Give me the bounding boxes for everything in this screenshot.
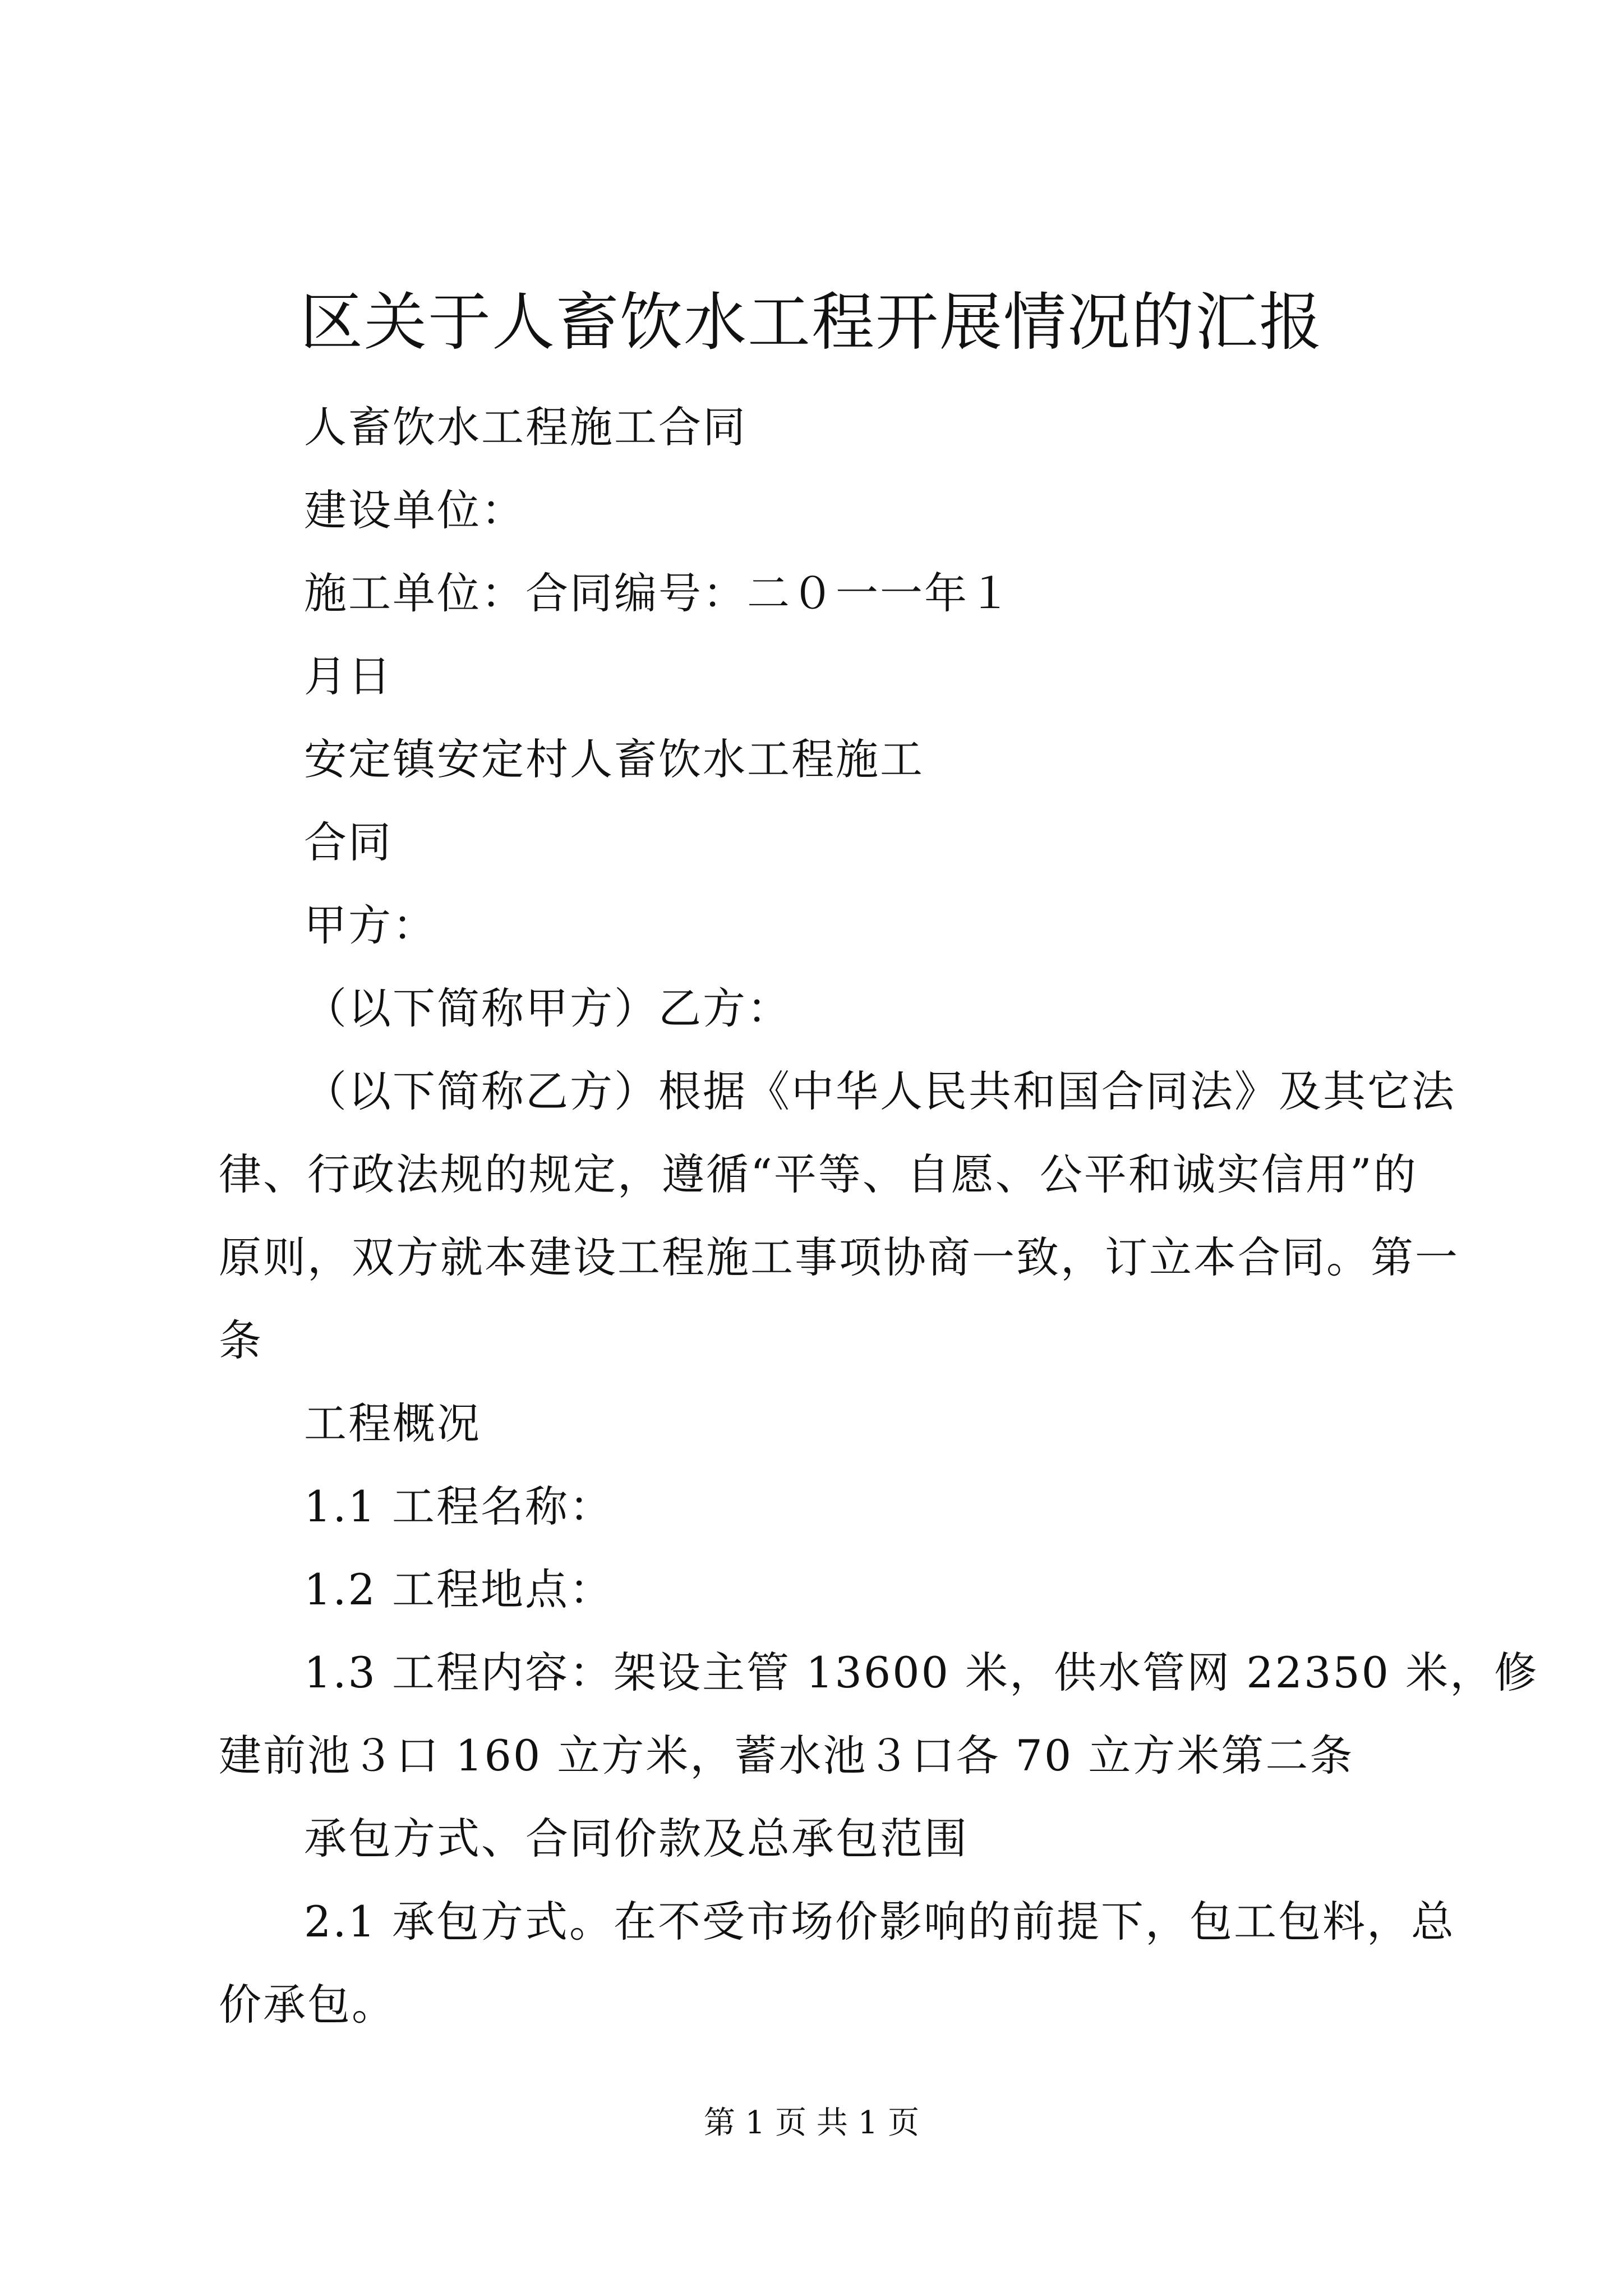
paragraph-line: 2.1 承包方式。在不受市场价影响的前提下，包工包料，总 xyxy=(304,1897,1456,1947)
paragraph-line: 人畜饮水工程施工合同 xyxy=(304,402,747,452)
page-footer: 第 1 页 共 1 页 xyxy=(703,2105,920,2141)
document-body xyxy=(219,386,1539,2046)
paragraph-line: 合同 xyxy=(304,817,393,867)
paragraph-line: 工程概况 xyxy=(304,1398,481,1448)
paragraph-line: 1.1 工程名称： xyxy=(304,1481,614,1531)
paragraph-line: 律、行政法规的规定，遵循“平等、自愿、公平和诚实信用”的 xyxy=(219,1149,1418,1199)
paragraph-line: 安定镇安定村人畜饮水工程施工 xyxy=(304,734,924,784)
paragraph-line: 1.3 工程内容：架设主管 13600 米，供水管网 22350 米，修 xyxy=(304,1648,1539,1697)
paragraph-line: 施工单位：合同编号：二０一一年１ xyxy=(304,568,1013,618)
paragraph-line: （以下简称甲方）乙方： xyxy=(304,983,791,1033)
paragraph-line: （以下简称乙方）根据《中华人民共和国合同法》及其它法 xyxy=(304,1066,1456,1116)
paragraph-line: 价承包。 xyxy=(219,1980,396,2030)
document-title: 区关于人畜饮水工程开展情况的汇报 xyxy=(300,286,1323,359)
paragraph-line: 条 xyxy=(219,1315,263,1365)
paragraph-line: 承包方式、合同价款及总承包范围 xyxy=(304,1814,969,1864)
paragraph-line: 建设单位： xyxy=(304,485,525,535)
paragraph-line: 1.2 工程地点： xyxy=(304,1565,614,1614)
paragraph-line: 建前池３口 160 立方米，蓄水池３口各 70 立方米第二条 xyxy=(219,1731,1354,1780)
paragraph-line: 甲方： xyxy=(304,900,437,950)
paragraph-line: 月日 xyxy=(304,651,393,701)
paragraph-line: 原则，双方就本建设工程施工事项协商一致，订立本合同。第一 xyxy=(219,1232,1459,1282)
